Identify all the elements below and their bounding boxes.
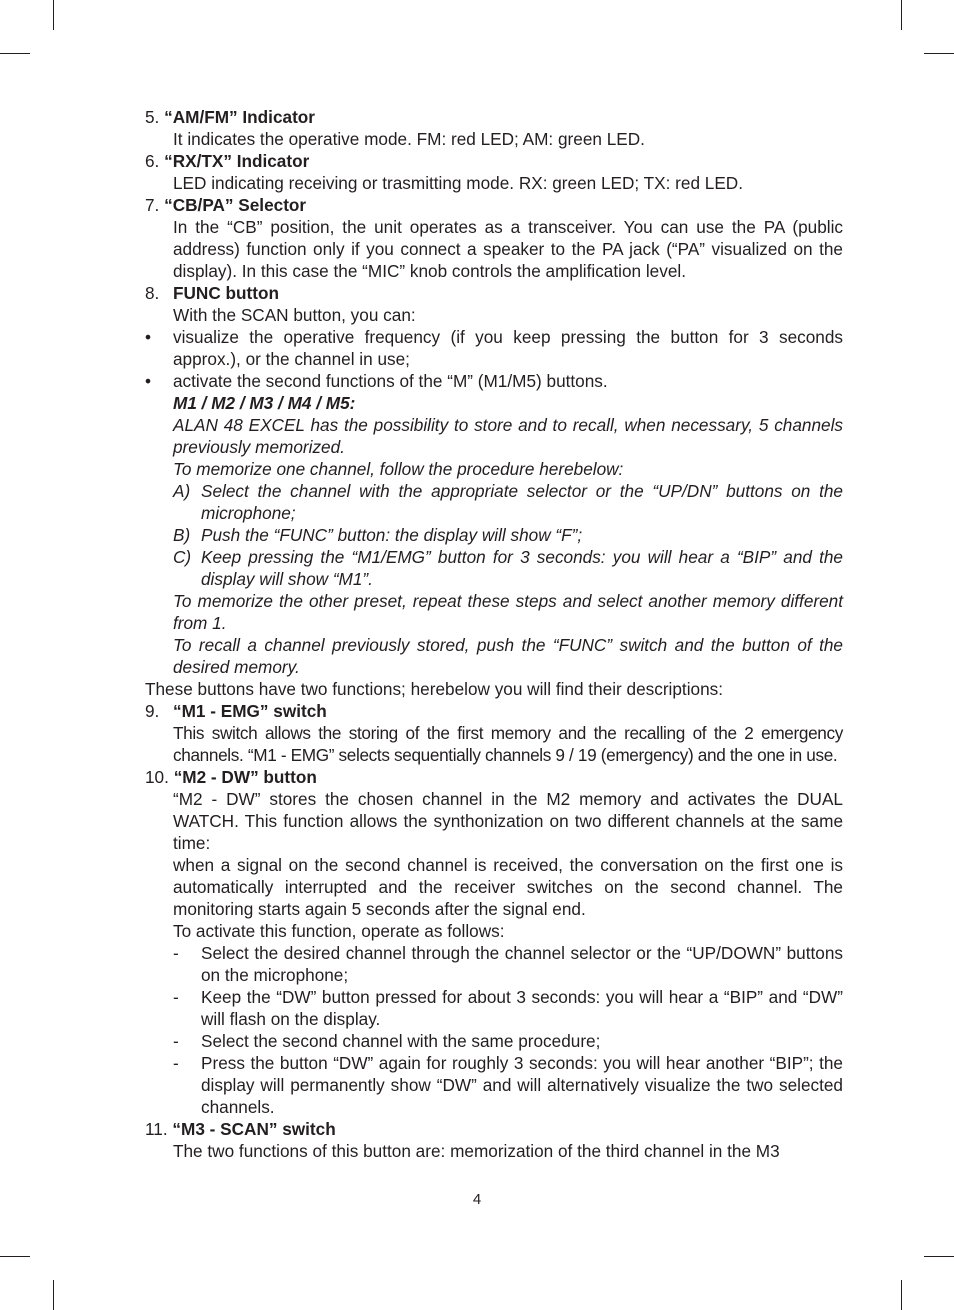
step-label: B): [173, 525, 191, 545]
dash-step: [145, 1030, 843, 1052]
page-content: [145, 106, 843, 1162]
step-text: Select the second channel with the same procedure;: [201, 1031, 601, 1051]
step-text: Keep pressing the “M1/EMG” button for 3 seconds: you will hear a “BIP” and the display will show “M1”.: [201, 547, 843, 589]
page-number: 4: [472, 1191, 482, 1208]
item-number: 9.: [145, 701, 160, 721]
list-item: [145, 326, 843, 370]
item-number: 7.: [145, 195, 160, 215]
item-6-text: LED indicating receiving or trasmitting mode. RX: green LED; TX: red LED.: [173, 173, 743, 193]
item-10-text: “M2 - DW” stores the chosen channel in the M2 memory and activates the DUAL WATCH. This function allows the synthonization on two different channels at the same time:: [173, 789, 843, 853]
step-text: Press the button “DW” again for roughly 3 seconds: you will hear another “BIP”; the display will permanently show “DW” and will alternatively visualize the two selected channels.: [201, 1053, 843, 1117]
dash-marker: -: [173, 1031, 179, 1051]
item-title: “M3 - SCAN” switch: [172, 1119, 336, 1139]
item-7-text: In the “CB” position, the unit operates as a transceiver. You can use the PA (public address) function only if you connect a speaker to the PA jack (“PA” visualized on the display). In this case the “MIC” knob controls the amplification level.: [173, 217, 843, 281]
bullet-text: activate the second functions of the “M” (M1/M5) buttons.: [173, 371, 608, 391]
list-item: [145, 370, 843, 392]
crop-mark: [53, 1280, 54, 1310]
crop-mark: [0, 53, 30, 54]
bullet-text: visualize the operative frequency (if you keep pressing the button for 3 seconds approx.), or the channel in use;: [173, 327, 843, 369]
procedure-step: [145, 480, 843, 524]
item-6-heading: [145, 150, 843, 172]
crop-mark: [901, 1280, 902, 1310]
procedure-step: [145, 524, 843, 546]
dash-marker: -: [173, 943, 179, 963]
item-7-heading: [145, 194, 843, 216]
crop-mark: [901, 0, 902, 30]
item-number: 10.: [145, 767, 169, 787]
item-title: FUNC button: [173, 283, 279, 303]
bullet-marker: •: [145, 371, 152, 391]
dash-marker: -: [173, 1053, 179, 1073]
memory-text: ALAN 48 EXCEL has the possibility to store and to recall, when necessary, 5 channels previously memorized.: [173, 415, 843, 457]
dash-marker: -: [173, 987, 179, 1007]
memory-recall: To recall a channel previously stored, push the “FUNC” switch and the button of the desired memory.: [173, 635, 843, 677]
crop-mark: [53, 0, 54, 30]
item-10-text: To activate this function, operate as follows:: [173, 921, 505, 941]
item-number: 5.: [145, 107, 160, 127]
item-title: “CB/PA” Selector: [164, 195, 307, 215]
item-number: 11.: [145, 1119, 168, 1139]
dash-step: [145, 986, 843, 1030]
item-9-text: This switch allows the storing of the first memory and the recalling of the 2 emergency channels. “M1 - EMG” selects sequentially channels 9 / 19 (emergency) and the one in use.: [173, 723, 843, 765]
item-9-heading: [145, 700, 843, 722]
item-title: “M1 - EMG” switch: [173, 701, 327, 721]
crop-mark: [0, 1256, 30, 1257]
item-10-heading: [145, 766, 843, 788]
item-5-heading: [145, 106, 843, 128]
item-title: “M2 - DW” button: [173, 767, 317, 787]
two-functions-text: These buttons have two functions; herebelow you will find their descriptions:: [145, 679, 724, 699]
step-label: A): [173, 481, 191, 501]
item-10-text: when a signal on the second channel is received, the conversation on the first one is automatically interrupted and the receiver switches on the second channel. The monitoring starts again 5 seconds after the signal end.: [173, 855, 843, 919]
dash-step: [145, 942, 843, 986]
memory-other: To memorize the other preset, repeat these steps and select another memory different from 1.: [173, 591, 843, 633]
step-label: C): [173, 547, 192, 567]
dash-step: [145, 1052, 843, 1118]
memory-procedure: To memorize one channel, follow the procedure herebelow:: [173, 459, 624, 479]
memory-heading: M1 / M2 / M3 / M4 / M5:: [173, 393, 356, 413]
crop-mark: [924, 1256, 954, 1257]
step-text: Push the “FUNC” button: the display will show “F”;: [201, 525, 583, 545]
item-11-text: The two functions of this button are: memorization of the third channel in the M3: [173, 1141, 780, 1161]
step-text: Keep the “DW” button pressed for about 3 seconds: you will hear a “BIP” and “DW” will flash on the display.: [201, 987, 843, 1029]
crop-mark: [924, 53, 954, 54]
bullet-marker: •: [145, 327, 152, 347]
item-number: 8.: [145, 283, 160, 303]
procedure-step: [145, 546, 843, 590]
item-8-text: With the SCAN button, you can:: [173, 305, 416, 325]
item-title: “AM/FM” Indicator: [164, 107, 315, 127]
item-11-heading: [145, 1118, 843, 1140]
item-5-text: It indicates the operative mode. FM: red LED; AM: green LED.: [173, 129, 645, 149]
step-text: Select the channel with the appropriate selector or the “UP/DN” buttons on the microphone;: [201, 481, 843, 523]
item-number: 6.: [145, 151, 160, 171]
item-8-heading: [145, 282, 843, 304]
step-text: Select the desired channel through the channel selector or the “UP/DOWN” buttons on the microphone;: [201, 943, 843, 985]
item-title: “RX/TX” Indicator: [164, 151, 310, 171]
